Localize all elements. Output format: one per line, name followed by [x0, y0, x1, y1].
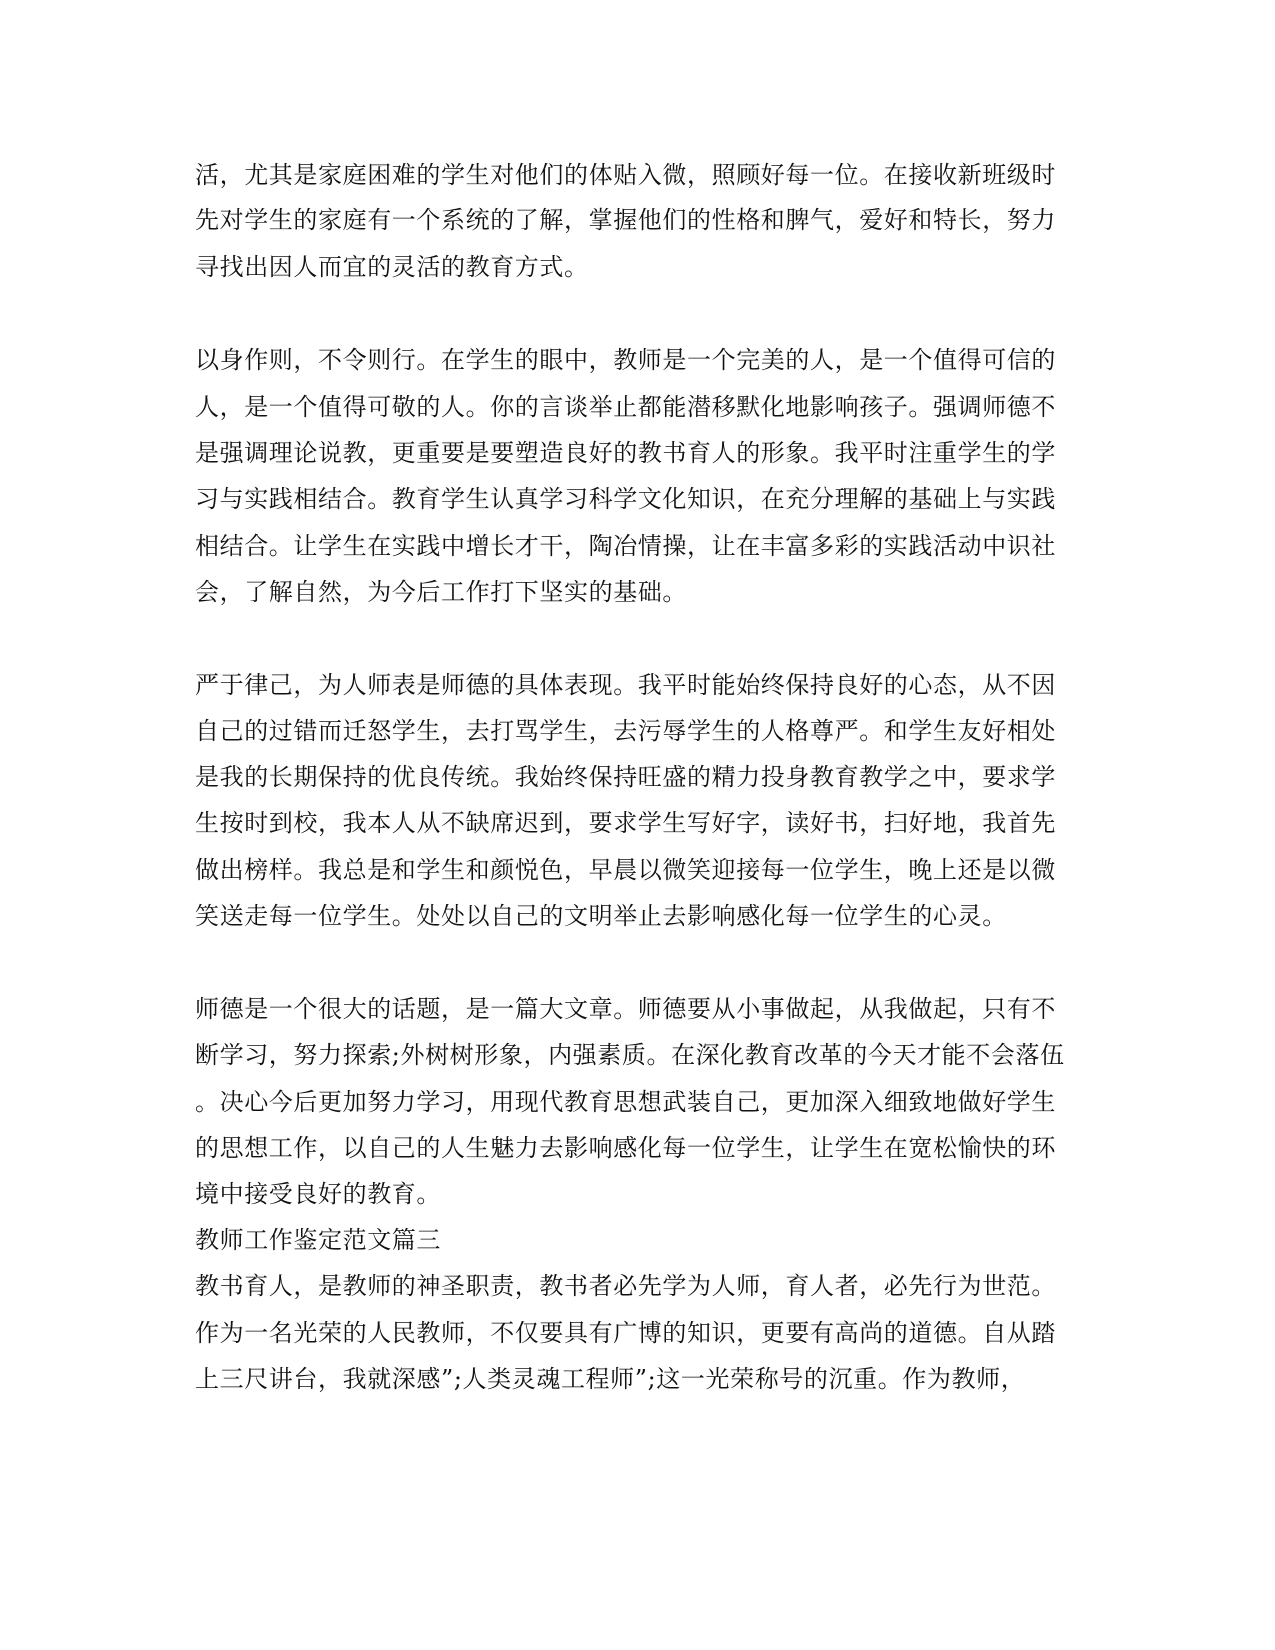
text-line: 上三尺讲台，我就深感”;人类灵魂工程师”;这一光荣称号的沉重。作为教师，	[195, 1365, 1026, 1393]
text-line: 严于律己，为人师表是师德的具体表现。我平时能始终保持良好的心态，从不因	[195, 671, 1056, 699]
text-line: 相结合。让学生在实践中增长才干，陶冶情操，让在丰富多彩的实践活动中识社	[195, 532, 1056, 560]
text-line: 的思想工作，以自己的人生魅力去影响感化每一位学生，让学生在宽松愉快的环	[195, 1134, 1056, 1162]
text-line: 做出榜样。我总是和学生和颜悦色，早晨以微笑迎接每一位学生，晚上还是以微	[195, 856, 1056, 884]
text-line: 作为一名光荣的人民教师，不仅要具有广博的知识，更要有高尚的道德。自从踏	[195, 1319, 1056, 1347]
text-line: 境中接受良好的教育。	[195, 1180, 441, 1208]
text-line: 断学习，努力探索;外树树形象，内强素质。在深化教育改革的今天才能不会落伍	[195, 1041, 1065, 1069]
text-line: 生按时到校，我本人从不缺席迟到，要求学生写好字，读好书，扫好地，我首先	[195, 809, 1056, 837]
text-line: 习与实践相结合。教育学生认真学习科学文化知识，在充分理解的基础上与实践	[195, 485, 1056, 513]
section-title: 教师工作鉴定范文篇三	[195, 1226, 441, 1254]
text-line: 是强调理论说教，更重要是要塑造良好的教书育人的形象。我平时注重学生的学	[195, 439, 1056, 467]
text-line: 人，是一个值得可敬的人。你的言谈举止都能潜移默化地影响孩子。强调师德不	[195, 393, 1056, 421]
text-line: 活，尤其是家庭困难的学生对他们的体贴入微，照顾好每一位。在接收新班级时	[195, 161, 1056, 189]
text-line: 会，了解自然，为今后工作打下坚实的基础。	[195, 578, 687, 606]
text-line: 教书育人，是教师的神圣职责，教书者必先学为人师，育人者，必先行为世范。	[195, 1272, 1056, 1300]
text-line: 先对学生的家庭有一个系统的了解，掌握他们的性格和脾气，爱好和特长，努力	[195, 206, 1056, 234]
text-line: 自己的过错而迁怒学生，去打骂学生，去污辱学生的人格尊严。和学生友好相处	[195, 717, 1056, 745]
text-line: 笑送走每一位学生。处处以自己的文明举止去影响感化每一位学生的心灵。	[195, 902, 1007, 930]
text-line: 。决心今后更加努力学习，用现代教育思想武装自己，更加深入细致地做好学生	[195, 1088, 1056, 1116]
text-line: 寻找出因人而宜的灵活的教育方式。	[195, 253, 589, 281]
text-line: 是我的长期保持的优良传统。我始终保持旺盛的精力投身教育教学之中，要求学	[195, 763, 1056, 791]
text-line: 以身作则，不令则行。在学生的眼中，教师是一个完美的人，是一个值得可信的	[195, 346, 1056, 374]
text-line: 师德是一个很大的话题，是一篇大文章。师德要从小事做起，从我做起，只有不	[195, 995, 1056, 1023]
